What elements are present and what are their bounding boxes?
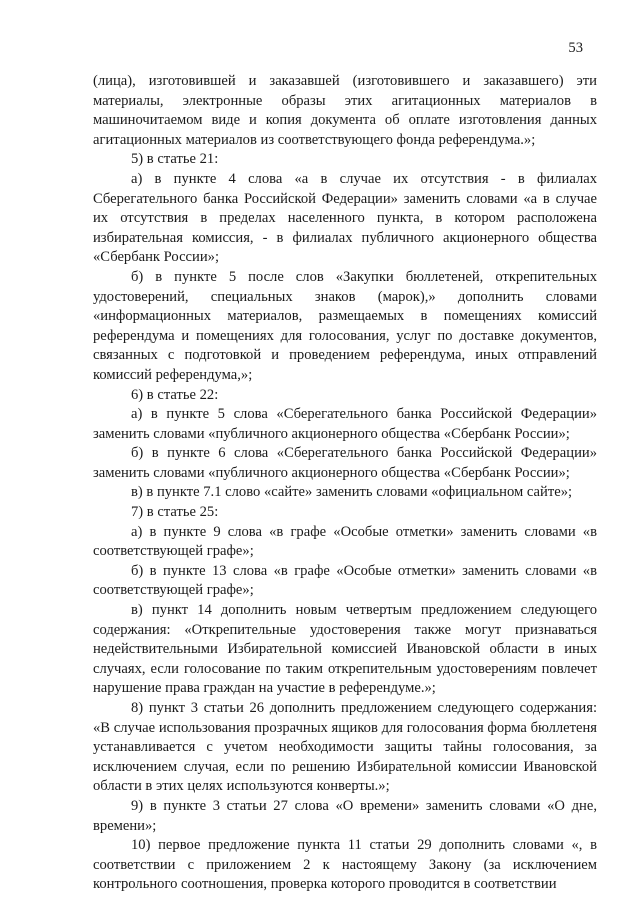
paragraph: в) пункт 14 дополнить новым четвертым предложением следующего содержания: «Открепительные удостоверения также могут признаваться недействительными Избирательной комиссией Ивановской области в иных случаях, если голосование по таким открепительным удостоверениям повлечет нарушение права граждан на участие в референдуме.»; xyxy=(93,602,597,697)
page-number: 53 xyxy=(568,40,583,56)
paragraph: б) в пункте 13 слова «в графе «Особые отметки» заменить словами «в соответствующей графе»; xyxy=(93,562,597,599)
paragraph: а) в пункте 4 слова «а в случае их отсутствия - в филиалах Сберегательного банка Российской Федерации» заменить словами «а в случае их отсутствия в пределах населенного пункта, в котором расположена избирательная комиссия, - в филиалах публичного акционерного общества «Сбербанк России»; xyxy=(93,170,597,266)
paragraph: 8) пункт 3 статьи 26 дополнить предложением следующего содержания: «В случае использования прозрачных ящиков для голосования форма бюллетеня устанавливается с учетом необходимости защиты тайны голосования, за исключением случая, если по решению Избирательной комиссии Ивановской области в этих целях используются конверты.»; xyxy=(93,700,597,795)
paragraph: в) в пункте 7.1 слово «сайте» заменить словами «официальном сайте»; xyxy=(131,484,573,501)
paragraph: а) в пункте 5 слова «Сберегательного банка Российской Федерации» заменить словами «публичного акционерного общества «Сбербанк России»; xyxy=(93,406,597,442)
paragraph: а) в пункте 9 слова «в графе «Особые отметки» заменить словами «в соответствующей графе»; xyxy=(93,523,597,560)
paragraph: 7) в статье 25: xyxy=(131,504,219,521)
paragraph: 10) первое предложение пункта 11 статьи 29 дополнить словами «, в соответствии с приложением 2 к настоящему Закону (за исключением контрольного соотношения, проверка которого проводится в соответствии xyxy=(93,837,597,893)
paragraph: б) в пункте 6 слова «Сберегательного банка Российской Федерации» заменить словами «публичного акционерного общества «Сбербанк России»; xyxy=(93,445,597,481)
paragraph: 9) в пункте 3 статьи 27 слова «О времени» заменить словами «О дне, времени»; xyxy=(93,797,597,834)
paragraph: 5) в статье 21: xyxy=(131,151,219,168)
body-text xyxy=(93,72,597,895)
paragraph: (лица), изготовившей и заказавшей (изготовившего и заказавшего) эти материалы, электронные образы этих агитационных материалов в машиночитаемом виде и копия документа об оплате изготовления данных агитационных материалов из соответствующего фонда референдума.»; xyxy=(93,73,597,148)
paragraph: 6) в статье 22: xyxy=(131,386,219,403)
paragraph: б) в пункте 5 после слов «Закупки бюллетеней, открепительных удостоверений, специальных знаков (марок),» дополнить словами «информационных материалов, размещаемых в помещениях комиссий референдума и помещениях для голосования, услуг по доставке документов, связанных с подготовкой и проведением референдума, иных отправлений комиссий референдума,»; xyxy=(93,268,597,383)
